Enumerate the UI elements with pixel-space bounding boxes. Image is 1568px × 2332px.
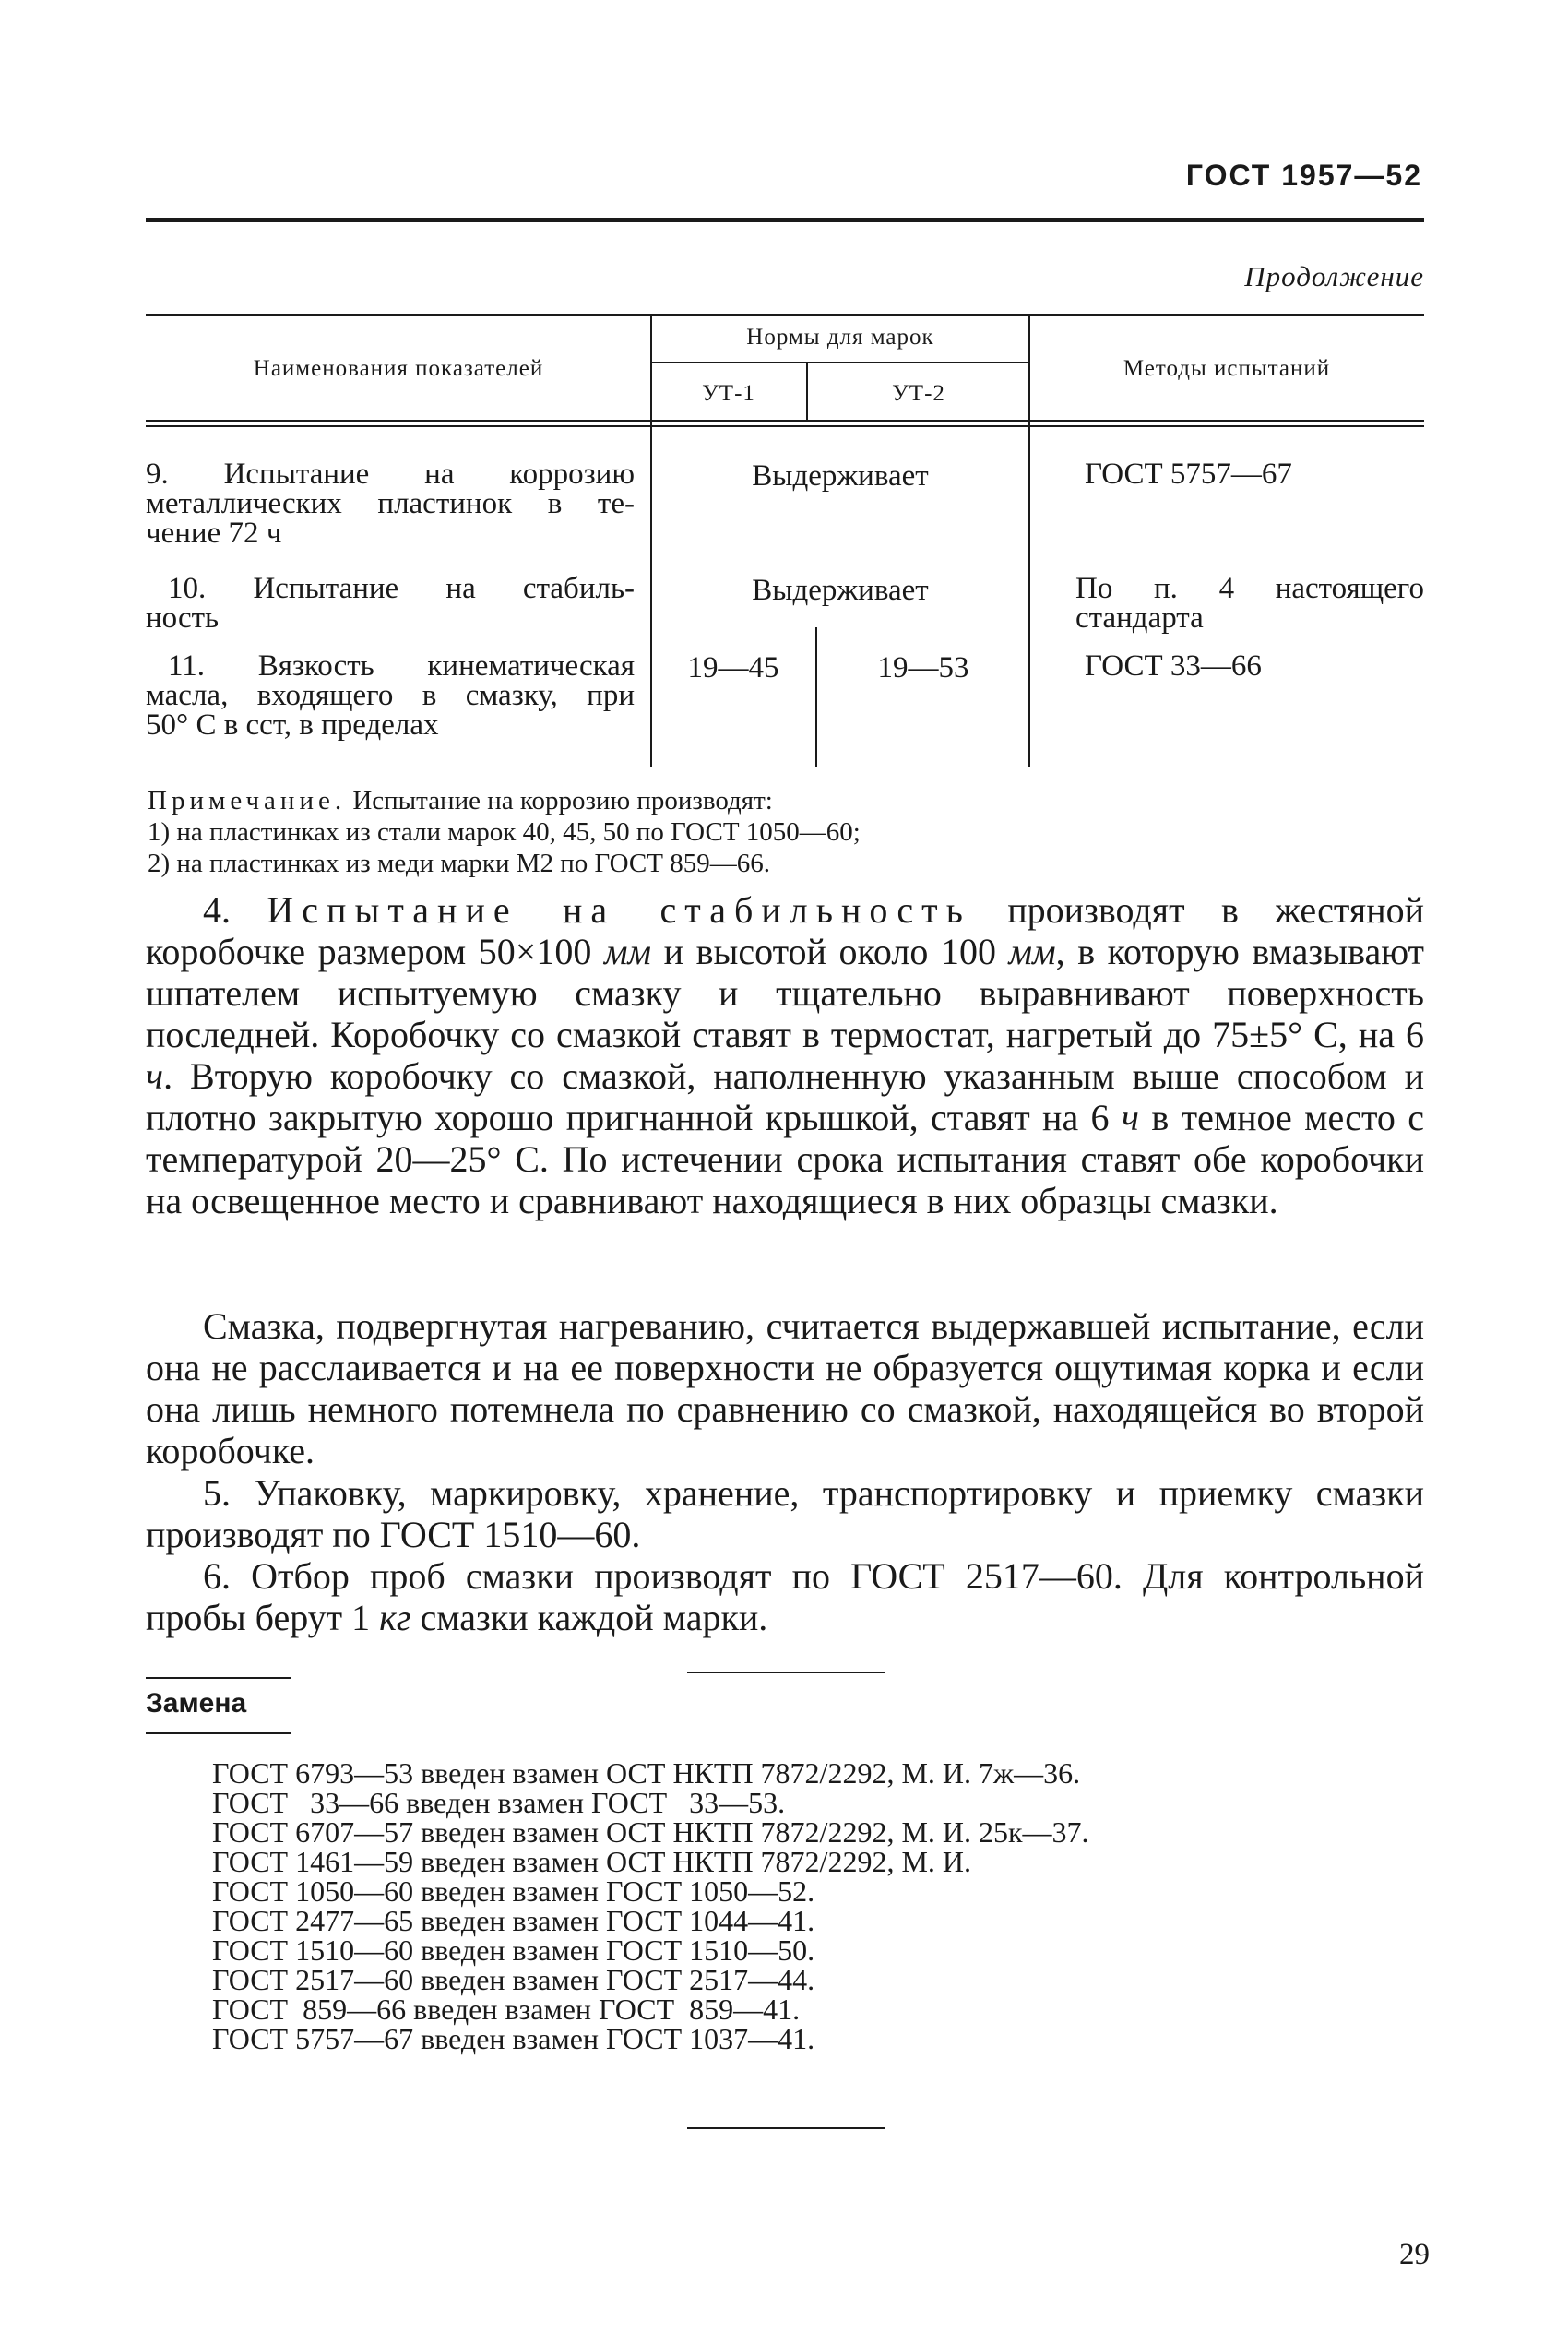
note-label: Примечание. [148,786,347,815]
row-10-method-line-2: стандарта [1075,601,1204,635]
header-rule [146,218,1424,222]
row-10-norm: Выдерживает [752,574,929,607]
row-11-name-line-1: 11. Вязкость кинематическая [168,649,635,683]
section-separator [687,1672,885,1673]
row-9-name-line-2: металлических пластинок в те- [146,487,635,520]
row-10-name-line-2: ность [146,601,220,635]
list-item: ГОСТ 5757—67 введен взамен ГОСТ 1037—41. [212,2022,815,2055]
list-item: ГОСТ 2477—65 введен взамен ГОСТ 1044—41. [212,1904,815,1937]
row-11-name-line-3: 50° С в сст, в пределах [146,708,439,742]
column-header-methods: Методы испытаний [1123,356,1331,381]
list-item: ГОСТ 6707—57 введен взамен ОСТ НКТП 7872/2292, М. И. 25к—37. [212,1815,1089,1849]
note-item-2: 2) на пластинках из меди марки М2 по ГОСТ 859—66. [148,849,770,878]
row-11-norm-ut1: 19—45 [687,651,779,684]
page-number: 29 [1399,2238,1430,2271]
table-note [148,786,773,816]
paragraph-4-spaced-heading: Испытание на стабильность [267,889,971,931]
column-header-norms: Нормы для марок [746,325,934,350]
header-bottom-rule-2 [146,425,1424,427]
replacements-title: Замена [146,1688,247,1719]
paragraph-6: 6. Отбор проб смазки производят по ГОСТ 2517—60. Для контрольной пробы берут 1 кг смазки каждой марки. [146,1555,1424,1638]
list-item: ГОСТ 859—66 введен взамен ГОСТ 859—41. [212,1993,801,2026]
paragraph-5: 5. Упаковку, маркировку, хранение, транспортировку и приемку смазки производят по ГОСТ 1510—60. [146,1472,1424,1555]
row-11-name-line-2: масла, входящего в смазку, при [146,679,635,712]
norms-subheader-rule [651,362,1029,363]
list-item: ГОСТ 1461—59 введен взамен ОСТ НКТП 7872/2292, М. И. [212,1845,971,1878]
continuation-label: Продолжение [1244,260,1424,292]
column-header-grade-ut2: УТ-2 [892,381,945,406]
list-item: ГОСТ 1510—60 введен взамен ГОСТ 1510—50. [212,1933,815,1967]
list-item: ГОСТ 33—66 введен взамен ГОСТ 33—53. [212,1786,786,1819]
list-item: ГОСТ 1050—60 введен взамен ГОСТ 1050—52. [212,1874,815,1908]
row-11-norm-ut2: 19—53 [877,651,969,684]
document-header-title: ГОСТ 1957—52 [1185,159,1422,192]
column-header-grade-ut1: УТ-1 [702,381,755,406]
row-9-norm: Выдерживает [752,459,929,493]
list-item: ГОСТ 6793—53 введен взамен ОСТ НКТП 7872/2292, М. И. 7ж—36. [212,1756,1081,1790]
zamena-bottom-rule [146,1732,291,1734]
table-top-rule [146,314,1424,316]
row-9-name-line-1: 9. Испытание на коррозию [146,458,635,491]
row-9-name-line-3: чение 72 ч [146,517,282,550]
column-header-name: Наименования показателей [253,356,544,381]
row-11-method: ГОСТ 33—66 [1085,649,1262,683]
note-text: Испытание на коррозию производят: [352,786,773,815]
grade-divider-body [815,627,817,767]
list-item: ГОСТ 2517—60 введен взамен ГОСТ 2517—44. [212,1963,815,1996]
row-10-name-line-1: 10. Испытание на стабиль- [168,572,635,605]
paragraph-4-continued: Смазка, подвергнутая нагреванию, считается выдержавшей испытание, если она не расслаивается и на ее поверхности не образуется ощутимая корка и если она лишь немного потемнела по сравнению со смазкой, находящейся во второй коробочке. [146,1305,1424,1471]
header-bottom-rule [146,420,1424,422]
bottom-separator [687,2127,885,2129]
row-10-method-line-1: По п. 4 настоящего [1075,572,1424,605]
paragraph-4: 4. Испытание на стабильность производят в жестяной коробочке размером 50×100 мм и высотой около 100 мм, в которую вмазывают шпателем испытуемую смазку и тщательно выравнивают поверхность последней. Коробочку со смазкой ставят в термостат, нагретый до 75±5° С, на 6 ч. Вторую коробочку со смазкой, наполненную указанным выше способом и плотно закрытую хорошо пригнанной крышкой, ставят на 6 ч в темное место с температурой 20—25° С. По истечении срока испытания ставят обе коробочки на освещенное место и сравнивают находящиеся в них образцы смазки. [146,889,1425,1221]
note-item-1: 1) на пластинках из стали марок 40, 45, 50 по ГОСТ 1050—60; [148,817,861,847]
zamena-top-rule [146,1677,291,1679]
row-9-method: ГОСТ 5757—67 [1085,458,1292,491]
